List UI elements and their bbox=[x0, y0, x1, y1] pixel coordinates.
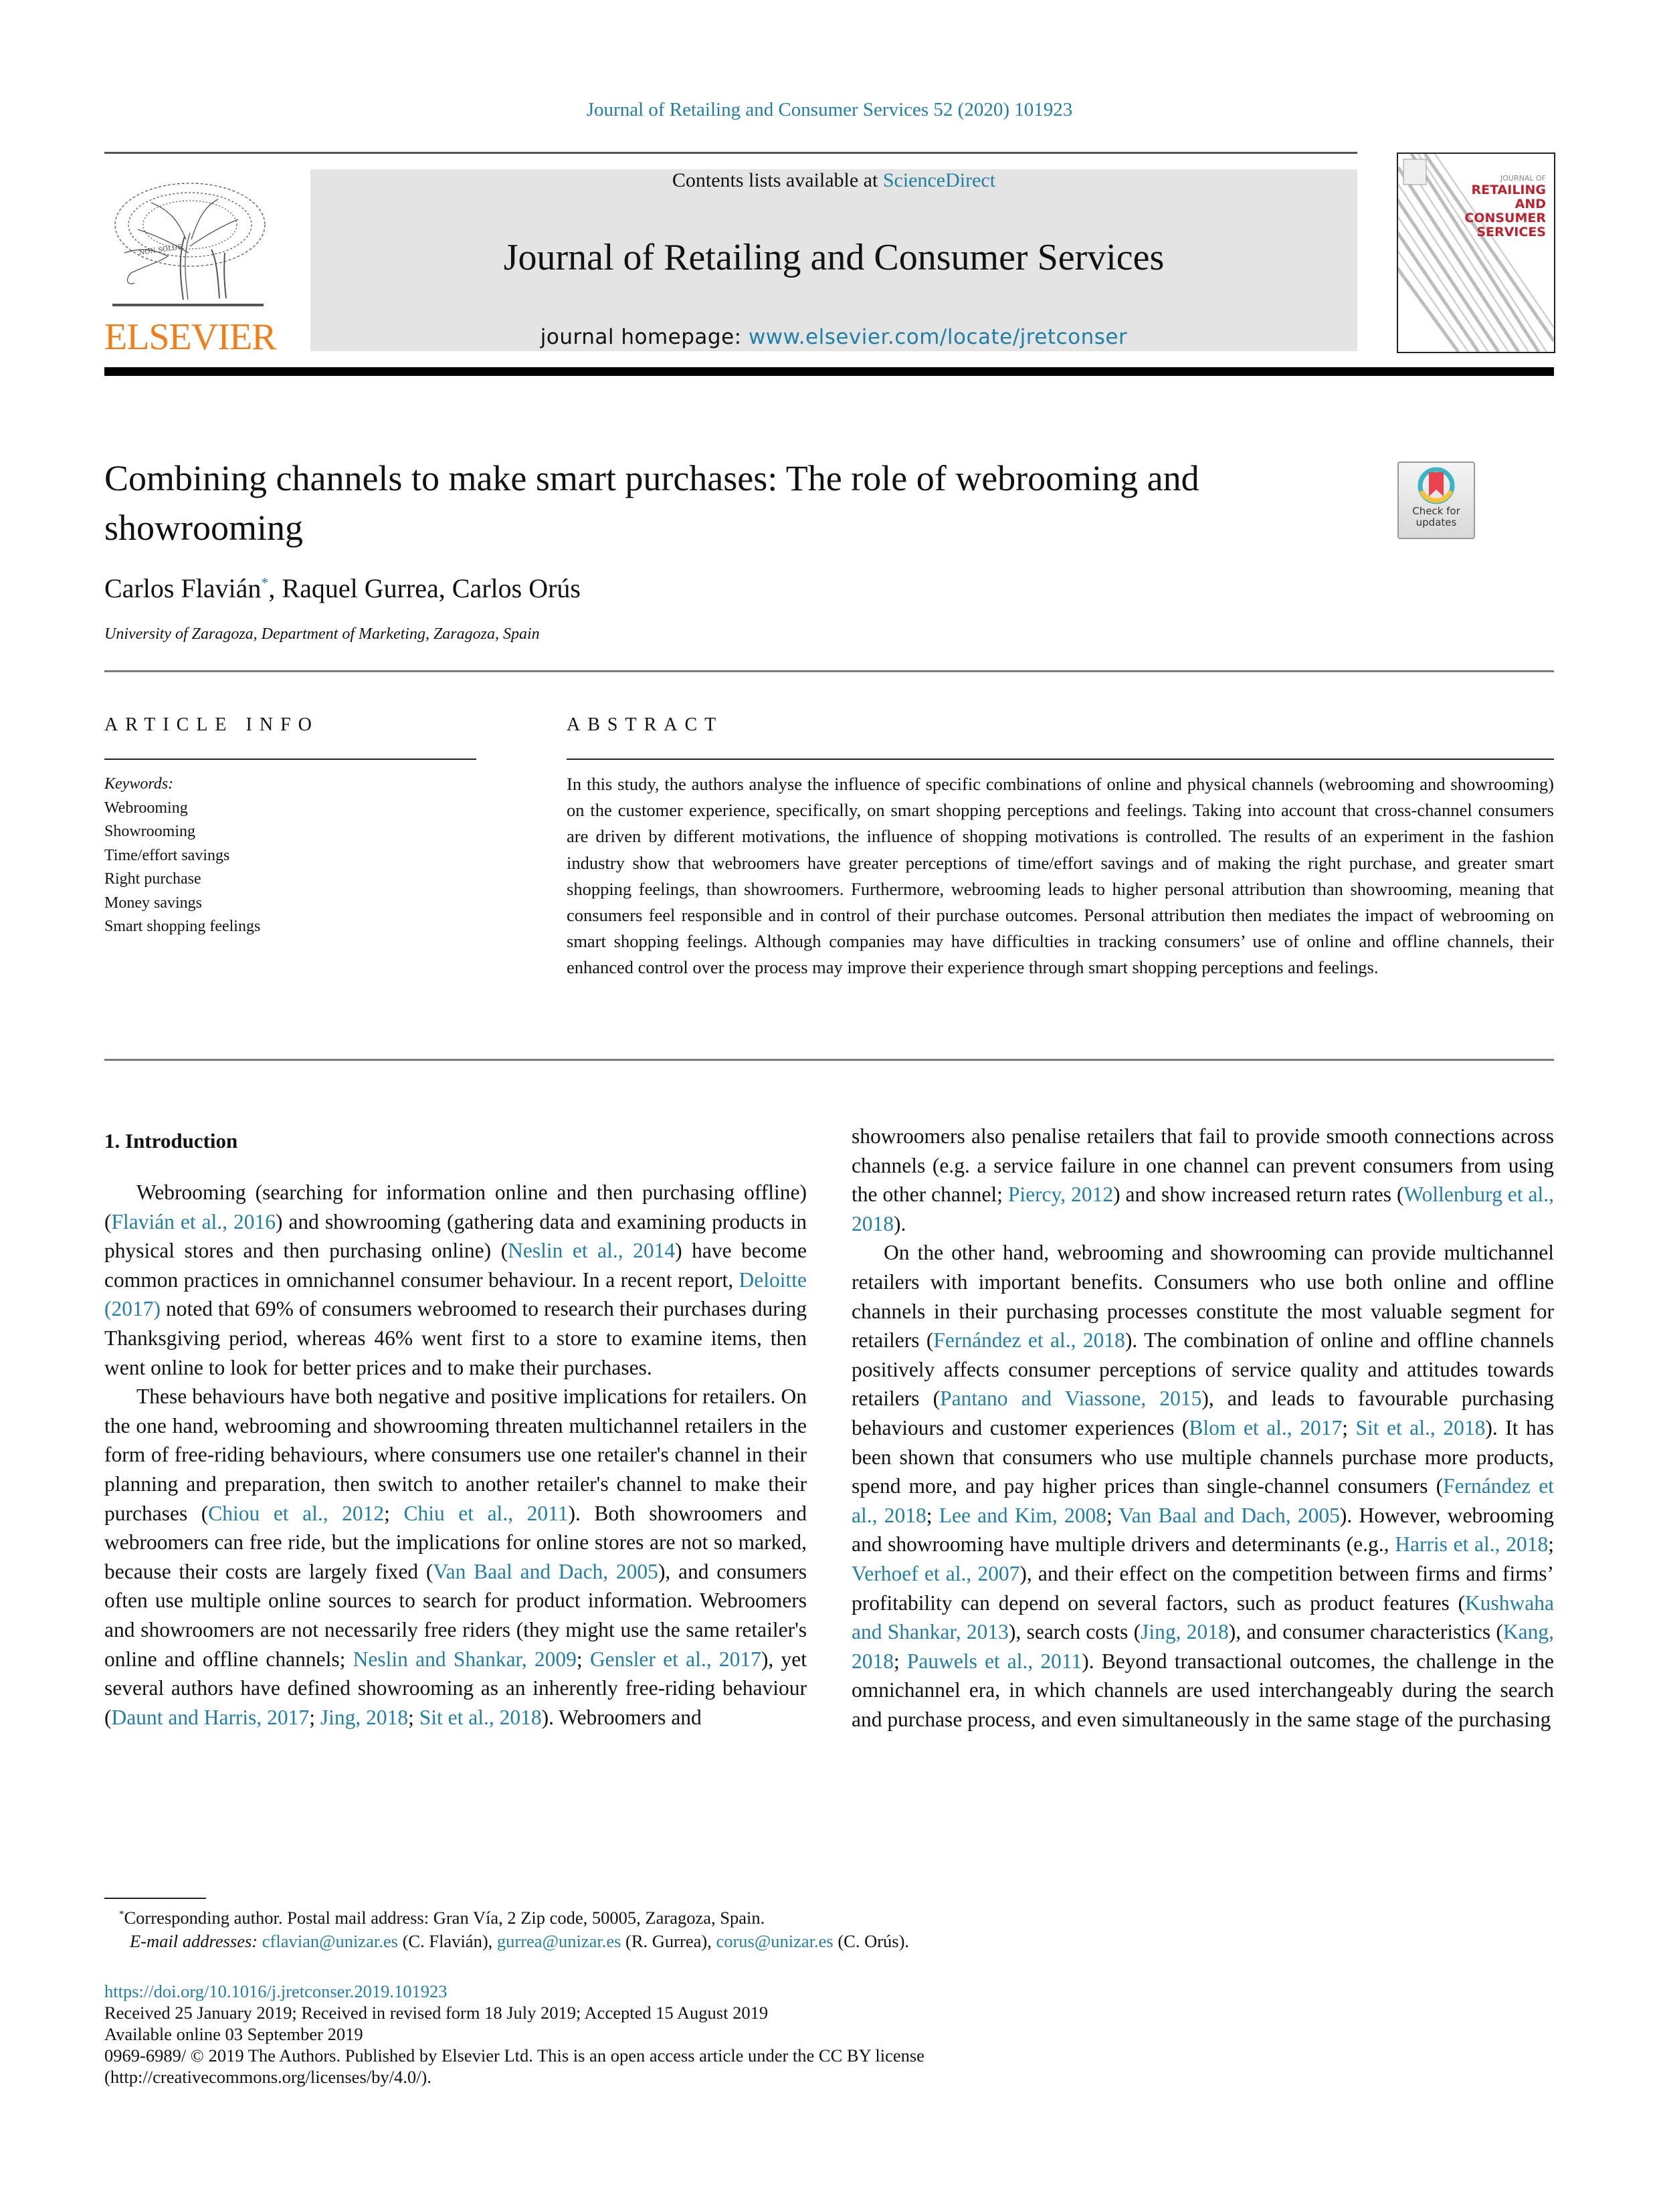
citation-link[interactable]: Lee and Kim, 2008 bbox=[939, 1503, 1106, 1527]
homepage-prefix: journal homepage: bbox=[540, 325, 749, 349]
citation-link[interactable]: Pantano and Viassone, 2015 bbox=[940, 1387, 1202, 1411]
motto-text: NON SOLUS bbox=[138, 243, 183, 257]
copyright-line: 0969-6989/ © 2019 The Authors. Published by Elsevier Ltd. This is an open access article under the CC BY license bbox=[104, 2045, 924, 2066]
keyword-item: Right purchase bbox=[104, 870, 201, 888]
body-column-left bbox=[104, 1178, 807, 1732]
body-text: ). bbox=[894, 1211, 906, 1235]
divider bbox=[104, 1059, 1554, 1061]
citation-link[interactable]: Neslin et al., 2014 bbox=[508, 1239, 676, 1263]
citation-link[interactable]: Fernández et al., 2018 bbox=[933, 1328, 1125, 1352]
keywords-label: Keywords: bbox=[104, 775, 174, 793]
contents-prefix: Contents lists available at bbox=[672, 169, 883, 191]
email-label: E-mail addresses: bbox=[130, 1931, 262, 1951]
divider bbox=[567, 759, 1554, 760]
citation-link[interactable]: Chiou et al., 2012 bbox=[208, 1501, 385, 1525]
crossmark-icon bbox=[1399, 466, 1474, 507]
footnote-text: Corresponding author. Postal mail address: Gran Vía, 2 Zip code, 50005, Zaragoza, Spain. bbox=[124, 1908, 765, 1928]
citation-link[interactable]: Sit et al., 2018 bbox=[419, 1705, 542, 1729]
body-column-right bbox=[852, 1122, 1554, 1734]
body-text: ; bbox=[576, 1647, 590, 1671]
received-dates: Received 25 January 2019; Received in revised form 18 July 2019; Accepted 15 August 2019 bbox=[104, 2003, 769, 2023]
body-text: ). It has been shown that consumers who use multiple channels purchase more products, spend more, and pay higher prices than single-channel consumers ( bbox=[852, 1415, 1554, 1498]
crossmark-label: Check for bbox=[1412, 505, 1460, 517]
citation-link[interactable]: Deloitte (2017) bbox=[104, 1268, 807, 1321]
citation-link[interactable]: Kushwaha and Shankar, 2013 bbox=[852, 1591, 1554, 1644]
license-url[interactable]: (http://creativecommons.org/licenses/by/4.0/). bbox=[104, 2067, 431, 2087]
citation-link[interactable]: Neslin and Shankar, 2009 bbox=[353, 1647, 577, 1671]
crossmark-label: updates bbox=[1416, 516, 1457, 528]
body-text: ), and their effect on the competition between firms and firms’ profitability can depend on several factors, such as product features ( bbox=[852, 1561, 1554, 1615]
divider bbox=[104, 759, 476, 760]
affiliation: University of Zaragoza, Department of Marketing, Zaragoza, Spain bbox=[104, 625, 540, 643]
citation-link[interactable]: Kang, 2018 bbox=[852, 1620, 1554, 1673]
body-text: ; bbox=[309, 1705, 320, 1729]
email-owner: (C. Orús). bbox=[833, 1931, 910, 1951]
body-text: Webrooming (searching for information online and then purchasing offline) ( bbox=[104, 1181, 807, 1233]
body-text: ), and leads to favourable purchasing behaviours and customer experiences ( bbox=[852, 1387, 1555, 1439]
doi-link[interactable]: https://doi.org/10.1016/j.jretconser.2019.101923 bbox=[104, 1981, 448, 2001]
corresponding-author-footnote bbox=[119, 1908, 765, 1928]
body-text: ), and consumer characteristics ( bbox=[1228, 1620, 1503, 1644]
citation-link[interactable]: Van Baal and Dach, 2005 bbox=[433, 1559, 658, 1583]
body-text: ; bbox=[408, 1705, 419, 1729]
paragraph bbox=[104, 1382, 807, 1732]
body-text: ) have become common practices in omnichannel consumer behaviour. In a recent report, bbox=[104, 1239, 807, 1292]
cover-title bbox=[1464, 174, 1546, 239]
masthead-thick-rule bbox=[104, 367, 1554, 376]
citation-link[interactable]: Daunt and Harris, 2017 bbox=[111, 1705, 310, 1729]
body-text: ; bbox=[1106, 1503, 1119, 1527]
abstract-heading: ABSTRACT bbox=[567, 714, 724, 735]
email-owner: (R. Gurrea), bbox=[621, 1931, 716, 1951]
citation-link[interactable]: Jing, 2018 bbox=[320, 1705, 409, 1729]
running-header[interactable]: Journal of Retailing and Consumer Services 52 (2020) 101923 bbox=[586, 99, 1073, 120]
sciencedirect-link[interactable]: ScienceDirect bbox=[882, 169, 996, 191]
citation-link[interactable]: Gensler et al., 2017 bbox=[589, 1647, 761, 1671]
corresponding-author-marker[interactable]: * bbox=[261, 574, 269, 591]
citation-link[interactable]: Verhoef et al., 2007 bbox=[852, 1561, 1020, 1585]
body-text: ). Beyond transactional outcomes, the challenge in the omnichannel era, in which channels are used interchangeably during the search and purchase process, and even simultaneously in the same stage of the purchasing bbox=[852, 1649, 1554, 1731]
section-heading-introduction: 1. Introduction bbox=[104, 1129, 238, 1152]
citation-link[interactable]: Sit et al., 2018 bbox=[1355, 1415, 1486, 1439]
paragraph bbox=[852, 1238, 1554, 1734]
body-text: ). Both showroomers and webroomers can free ride, but the implications for online stores are not so marked, because their costs are largely fixed ( bbox=[104, 1501, 807, 1583]
keyword-item: Showrooming bbox=[104, 823, 196, 840]
cover-line: CONSUMER bbox=[1464, 211, 1546, 225]
email-owner: (C. Flavián), bbox=[397, 1931, 497, 1951]
available-online-date: Available online 03 September 2019 bbox=[104, 2024, 363, 2044]
body-text: ; bbox=[1342, 1415, 1356, 1439]
cover-journal-of: JOURNAL OF bbox=[1500, 174, 1546, 183]
body-text: ). The combination of online and offline channels positively affects consumer perceptions of service quality and attitudes towards retailers ( bbox=[852, 1328, 1554, 1411]
author-name: , Raquel Gurrea, Carlos Orús bbox=[268, 573, 581, 603]
body-text: noted that 69% of consumers webroomed to research their purchases during Thanksgiving period, whereas 46% went first to a store to examine items, then went online to look for better prices and to make their purchases. bbox=[104, 1297, 807, 1379]
citation-link[interactable]: Jing, 2018 bbox=[1141, 1620, 1229, 1644]
check-for-updates-button[interactable] bbox=[1397, 462, 1475, 539]
keyword-item: Smart shopping feelings bbox=[104, 918, 261, 935]
homepage-link[interactable]: www.elsevier.com/locate/jretconser bbox=[748, 325, 1128, 349]
body-text: These behaviours have both negative and positive implications for retailers. On the one hand, webrooming and showrooming threaten multichannel retailers in the form of free-riding behaviours, where consumers use one retailer's channel in their planning and preparation, then switch to another retailer's channel to make their purchases ( bbox=[104, 1385, 807, 1525]
email-link[interactable]: corus@unizar.es bbox=[716, 1931, 834, 1951]
body-text: ) and show increased return rates ( bbox=[1113, 1183, 1404, 1207]
divider bbox=[104, 670, 1554, 672]
cover-line: SERVICES bbox=[1476, 225, 1546, 239]
keywords-list bbox=[104, 773, 260, 939]
footnote-marker: * bbox=[119, 1909, 124, 1920]
citation-link[interactable]: Van Baal and Dach, 2005 bbox=[1118, 1503, 1340, 1527]
abstract-text: In this study, the authors analyse the influence of specific combinations of online and physical channels (webrooming and showrooming) on the customer experience, specifically, on smart shopping perceptions and feelings. Taking into account that cross-channel consumers are driven by different motivations, the influence of shopping motivations is controlled. The results of an experiment in the fashion industry show that webroomers have greater perceptions of time/effort savings and of making the right purchase, and greater smart shopping feelings, than showroomers. Furthermore, webrooming leads to higher personal attribution than showrooming, meaning that consumers feel responsible and in control of their purchase outcomes. Personal attribution then mediates the impact of webrooming on smart shopping feelings. Although companies may have difficulties in tracking consumers’ use of online and offline channels, their enhanced control over the process may improve their experience through smart shopping perceptions and feelings. bbox=[567, 774, 1554, 978]
citation-link[interactable]: Blom et al., 2017 bbox=[1189, 1415, 1343, 1439]
journal-banner bbox=[310, 169, 1357, 351]
body-text: ), search costs ( bbox=[1008, 1620, 1141, 1644]
citation-link[interactable]: Pauwels et al., 2011 bbox=[906, 1649, 1082, 1673]
body-text: ) and showrooming (gathering data and examining products in physical stores and then purchasing online) ( bbox=[104, 1209, 807, 1263]
email-footnote bbox=[130, 1931, 909, 1952]
elsevier-wordmark: ELSEVIER bbox=[104, 316, 276, 358]
body-text: ). However, webrooming and showrooming have multiple drivers and determinants (e.g., bbox=[852, 1503, 1554, 1556]
citation-link[interactable]: Chiu et al., 2011 bbox=[403, 1501, 569, 1525]
footnote-rule bbox=[104, 1898, 206, 1899]
body-text: showroomers also penalise retailers that fail to provide smooth connections across channels (e.g. a service failure in one channel can prevent consumers from using the other channel; bbox=[852, 1124, 1554, 1207]
cover-line: RETAILING bbox=[1471, 183, 1546, 197]
body-text: On the other hand, webrooming and showrooming can provide multichannel retailers with important benefits. Consumers who use both online and offline channels in their purchasing processes constitute the most valuable segment for retailers ( bbox=[852, 1241, 1554, 1352]
keyword-item: Webrooming bbox=[104, 799, 188, 817]
body-text: ; bbox=[384, 1501, 404, 1525]
body-text: ; bbox=[1548, 1532, 1554, 1556]
citation-link[interactable]: Wollenburg et al., 2018 bbox=[852, 1183, 1554, 1235]
paragraph bbox=[852, 1122, 1554, 1238]
body-text: ), yet several authors have defined showrooming as an inherently free-riding behaviour ( bbox=[104, 1647, 807, 1729]
cover-line: AND bbox=[1515, 197, 1546, 211]
author-list bbox=[104, 573, 581, 604]
journal-cover-thumbnail[interactable] bbox=[1397, 153, 1555, 353]
article-info-heading: ARTICLE INFO bbox=[104, 714, 319, 735]
keyword-item: Time/effort savings bbox=[104, 846, 230, 864]
author-name[interactable]: Carlos Flavián bbox=[104, 573, 262, 603]
citation-link[interactable]: Fernández et al., 2018 bbox=[852, 1474, 1555, 1527]
keyword-item: Money savings bbox=[104, 894, 202, 912]
citation-link[interactable]: Harris et al., 2018 bbox=[1395, 1532, 1549, 1556]
header-rule bbox=[104, 152, 1357, 154]
body-text: ), and consumers often use multiple online sources to search for product information. Webroomers and showroomers are not necessarily free riders (they might use the same retailer's online and offline channels; bbox=[104, 1559, 807, 1671]
tree-icon bbox=[104, 173, 272, 310]
paragraph bbox=[104, 1178, 807, 1382]
contents-available-line bbox=[310, 169, 1357, 191]
article-title: Combining channels to make smart purchases: The role of webrooming and showrooming bbox=[104, 458, 1199, 548]
citation-link[interactable]: Piercy, 2012 bbox=[1007, 1183, 1114, 1207]
body-text: ). Webroomers and bbox=[541, 1705, 702, 1729]
citation-link[interactable]: Flavián et al., 2016 bbox=[111, 1209, 276, 1233]
body-text: ; bbox=[894, 1649, 907, 1673]
journal-homepage-line bbox=[310, 325, 1357, 349]
body-text: ; bbox=[926, 1503, 939, 1527]
journal-title: Journal of Retailing and Consumer Services bbox=[503, 237, 1165, 278]
email-link[interactable]: gurrea@unizar.es bbox=[496, 1931, 621, 1951]
email-link[interactable]: cflavian@unizar.es bbox=[262, 1931, 398, 1951]
